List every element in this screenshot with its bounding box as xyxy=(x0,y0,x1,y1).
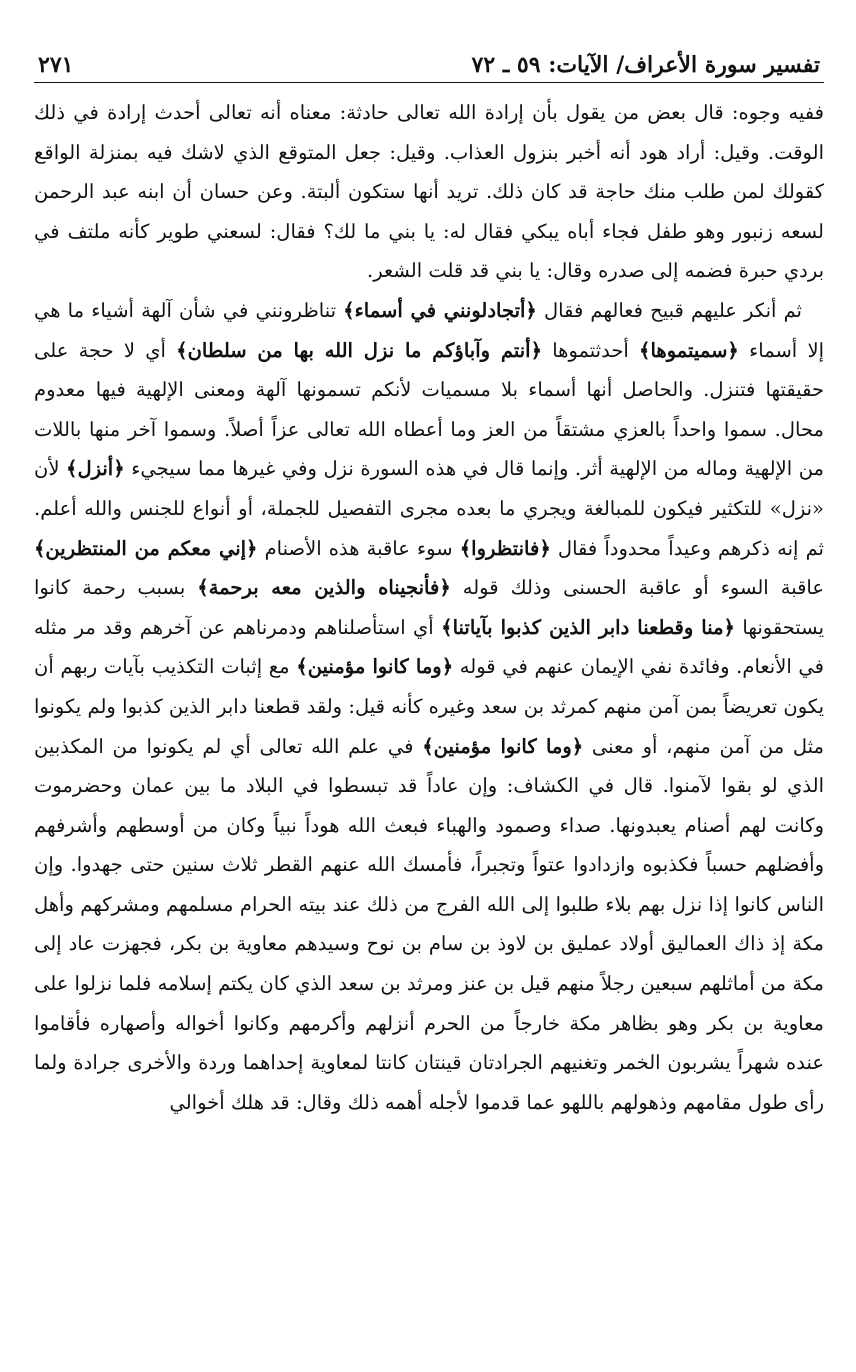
text-segment: أحدثتموها xyxy=(542,338,640,362)
quran-quote: ﴿فأنجيناه والذين معه برحمة﴾ xyxy=(197,576,451,600)
text-segment: في علم الله تعالى أي لم يكونوا من المكذبين الذي لو بقوا لآمنوا. قال في الكشاف: وإن عاداً قد تبسطوا في البلاد ما بين عمان وحضرموت وكانت لهم أصنام يعبدونها. صداء وصمود والهباء فبعث الله هوداً نبياً وكان من أوسطهم وأشرفهم وأفضلهم حسباً فكذبوه وازدادوا عتواً وتجبراً، فأمسك الله عنهم القطر ثلاث سنين حتى جهدوا. وإن الناس كانوا إذا نزل بهم بلاء طلبوا إلى الله الفرج من ذلك عند بيته الحرام مسلمهم ومشركهم وأهل مكة إذ ذاك العماليق أولاد عمليق بن لاوذ بن سام بن نوح وسيدهم معاوية بن بكر، فجهزت عاد إلى مكة من أماثلهم سبعين رجلاً منهم قيل بن عنز ومرثد بن سعد الذي كان يكتم إسلامه فلما نزلوا على معاوية بن بكر وهو بظاهر مكة خارجاً من الحرم أنزلهم وأكرمهم وكانوا أخواله وأصهاره فأقاموا عنده شهراً يشربون الخمر وتغنيهم الجرادتان قينتان كانتا لمعاوية إحداهما وردة والأخرى جرادة ولما رأى طول مقامهم وذهولهم باللهو عما قدموا لأجله أهمه ذلك وقال: قد هلك أخوالي xyxy=(34,734,824,1114)
body-text xyxy=(34,93,824,1122)
quran-quote: ﴿أنتم وآباؤكم ما نزل الله بها من سلطان﴾ xyxy=(176,338,542,362)
quran-quote: ﴿سميتموها﴾ xyxy=(639,338,739,362)
quran-quote: ﴿أنزل﴾ xyxy=(66,457,125,481)
text-segment: أي استأصلناهم ودمرناهم عن آخرهم وقد مر مثله في الأنعام. وفائدة نفي الإيمان عنهم في قوله xyxy=(34,615,825,679)
quran-quote: ﴿أتجادلونني في أسماء﴾ xyxy=(343,298,537,322)
quran-quote: ﴿وما كانوا مؤمنين﴾ xyxy=(422,734,584,758)
text-segment: أي لا حجة على حقيقتها فتنزل. والحاصل أنها أسماء بلا مسميات لأنكم تسمونها آلهة ومعنى الإلهية فيها معدوم محال. سموا واحداً بالعزي مشتقاً من العز وما أعطاه الله تعالى عزاً أصلاً. وسموا آخر منها باللات من الإلهية وماله من الإلهية أثر. وإنما قال في هذه السورة نزل وفي غيرها مما سيجيء xyxy=(34,338,824,481)
quran-quote: ﴿فانتظروا﴾ xyxy=(459,536,551,560)
quran-quote: ﴿إني معكم من المنتظرين﴾ xyxy=(34,536,258,560)
text-segment: بسبب رحمة كانوا يستحقونها xyxy=(34,576,824,639)
text-segment: سوء عاقبة هذه الأصنام xyxy=(257,536,460,560)
text-segment: لأن «نزل» للتكثير فيكون للمبالغة ويجري ما بعده مجرى التفصيل للجملة، أو أنواع للجنس والله أعلم. ثم إنه ذكرهم وعيداً محدوداً فقال xyxy=(34,457,824,560)
text-segment: مع إثبات التكذيب بآيات ربهم أن يكون تعريضاً بمن آمن منهم كمرثد بن سعد وغيره كأنه قيل: ولقد قطعنا دابر الذين كذبوا ولم يكونوا مثل من آمن منهم، أو معنى xyxy=(34,655,825,758)
paragraph xyxy=(34,291,824,1122)
header-title: تفسير سورة الأعراف/ الآيات: ٥٩ ـ ٧٢ xyxy=(471,52,820,78)
quran-quote: ﴿منا وقطعنا دابر الذين كذبوا بآياتنا﴾ xyxy=(441,615,735,639)
page-number: ٢٧١ xyxy=(38,52,74,78)
running-header xyxy=(34,40,824,83)
quran-quote: ﴿وما كانوا مؤمنين﴾ xyxy=(296,655,454,679)
book-page xyxy=(34,40,824,1340)
text-segment: ثم أنكر عليهم قبيح فعالهم فقال xyxy=(536,298,802,322)
text-segment: عاقبة السوء أو عاقبة الحسنى وذلك قوله xyxy=(450,576,824,600)
text-segment: تناظرونني في شأن آلهة أشياء ما هي إلا أسماء xyxy=(34,298,824,362)
paragraph xyxy=(34,93,824,291)
text-segment: ففيه وجوه: قال بعض من يقول بأن إرادة الله تعالى حادثة: معناه أنه تعالى أحدث إرادة في ذلك الوقت. وقيل: أراد هود أنه أخبر بنزول العذاب. وقيل: جعل المتوقع الذي لاشك فيه بمنزلة الواقع كقولك لمن طلب منك حاجة قد كان ذلك. تريد أنها ستكون ألبتة. وعن حسان أن ابنه عبد الرحمن لسعه زنبور وهو طفل فجاء أباه يبكي فقال له: يا بني ما لك؟ فقال: لسعني طوير كأنه ملتف في بردي حبرة فضمه إلى صدره وقال: يا بني قد قلت الشعر. xyxy=(34,101,824,283)
